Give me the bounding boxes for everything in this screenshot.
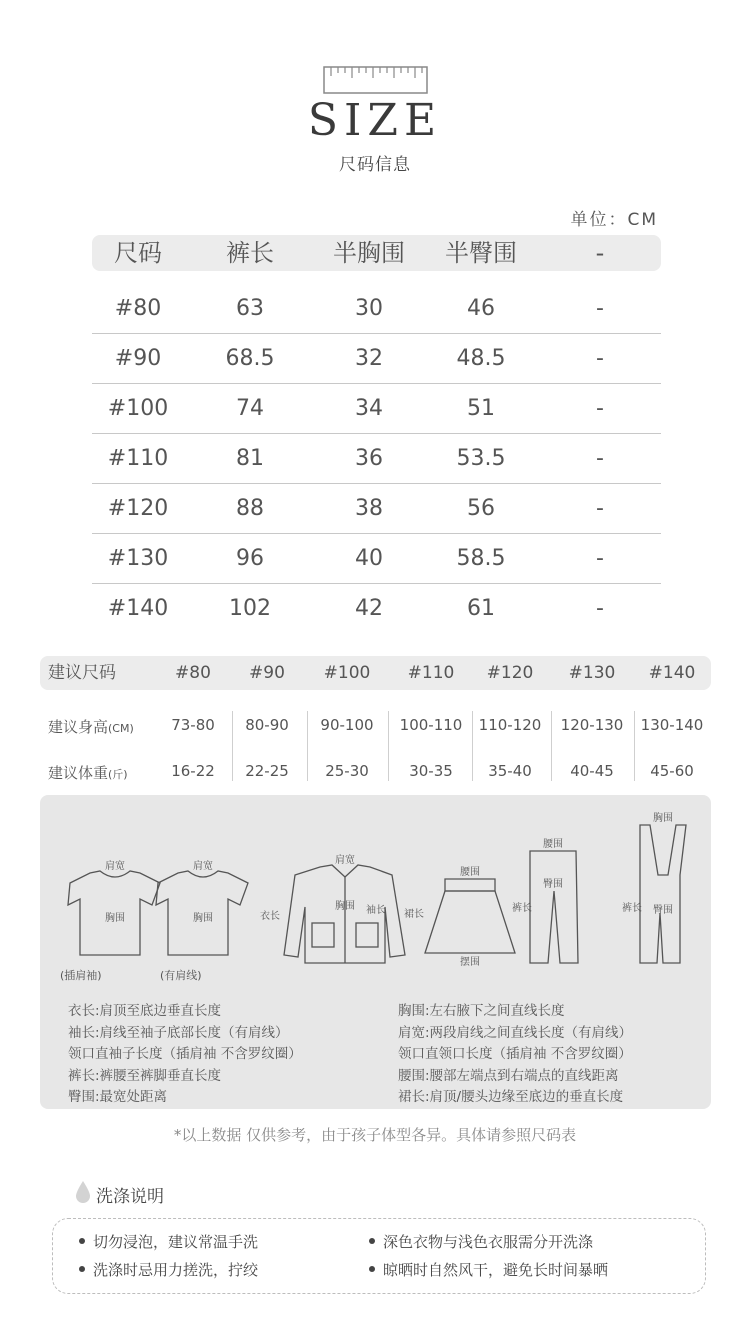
recommend-size: #130 (568, 663, 616, 683)
measure-description: 袖长:肩线至袖子底部长度（有肩线） (68, 1024, 289, 1041)
table-cell: 96 (236, 546, 264, 571)
table-cell: 51 (467, 396, 495, 421)
table-cell: #120 (107, 496, 169, 521)
measure-diagram-panel (40, 795, 711, 1109)
garment-diagrams (40, 795, 711, 995)
column-divider (472, 711, 473, 781)
svg-text:胸围: 胸围 (335, 901, 355, 912)
table-cell: 88 (236, 496, 264, 521)
table-cell: 63 (236, 296, 264, 321)
measure-description: 腰围:腰部左端点到右端点的直线距离 (398, 1067, 619, 1084)
skirt-icon (445, 879, 495, 891)
svg-text:胸围: 胸围 (653, 813, 673, 824)
col-header-extra: - (595, 239, 605, 267)
measure-description: 领口直领口长度（插肩袖 不含罗纹圈） (398, 1046, 632, 1062)
table-cell: 61 (467, 596, 495, 621)
table-row (92, 284, 661, 334)
recommend-size: #110 (407, 663, 455, 683)
table-cell: #140 (107, 596, 169, 621)
recommend-size: #120 (486, 663, 534, 683)
height-range: 130-140 (640, 716, 704, 734)
table-cell: - (596, 446, 604, 471)
height-label: 建议身高(CM) (48, 718, 134, 736)
table-cell: - (596, 346, 604, 371)
wash-item: 晾晒时自然风干，避免长时间暴晒 (369, 1259, 608, 1280)
table-row (92, 334, 661, 384)
table-cell: 34 (355, 396, 383, 421)
table-cell: 46 (467, 296, 495, 321)
table-cell: 36 (355, 446, 383, 471)
measure-description: 裙长:肩顶/腰头边缘至底边的垂直长度 (398, 1089, 624, 1105)
table-row (92, 384, 661, 434)
svg-text:胸围: 胸围 (193, 913, 213, 924)
table-cell: 42 (355, 596, 383, 621)
table-cell: 74 (236, 396, 264, 421)
svg-text:摆围: 摆围 (460, 957, 480, 968)
weight-range: 45-60 (650, 762, 694, 780)
height-range: 100-110 (399, 716, 463, 734)
size-table-header (92, 235, 661, 271)
weight-range: 35-40 (488, 762, 532, 780)
weight-range: 30-35 (409, 762, 453, 780)
column-divider (307, 711, 308, 781)
measure-description: 肩宽:两段肩线之间直线长度（有肩线） (398, 1024, 633, 1041)
recommend-size: #80 (175, 663, 211, 683)
svg-text:袖长: 袖长 (366, 905, 386, 916)
svg-text:肩宽: 肩宽 (335, 855, 355, 866)
svg-text:肩宽: 肩宽 (193, 861, 213, 872)
wash-item: 切勿浸泡，建议常温手洗 (79, 1231, 258, 1252)
measure-description: 胸围:左右腋下之间直线长度 (398, 1003, 565, 1019)
weight-label: 建议体重(斤) (48, 764, 128, 782)
svg-text:臀围: 臀围 (543, 879, 563, 890)
table-row (92, 584, 661, 634)
weight-range: 16-22 (171, 762, 215, 780)
wash-item: 深色衣物与浅色衣服需分开洗涤 (369, 1231, 593, 1252)
water-drop-icon (74, 1180, 92, 1204)
svg-text:裙长: 裙长 (404, 909, 424, 920)
table-row (92, 534, 661, 584)
table-row (92, 434, 661, 484)
svg-text:裤长: 裤长 (622, 903, 642, 914)
weight-range: 25-30 (325, 762, 369, 780)
table-cell: - (596, 496, 604, 521)
table-cell: #130 (107, 546, 169, 571)
measure-description: 臀围:最宽处距离 (68, 1089, 168, 1105)
table-cell: 40 (355, 546, 383, 571)
page-subtitle: 尺码信息 (339, 155, 411, 175)
table-cell: 38 (355, 496, 383, 521)
measure-description: 领口直袖子长度（插肩袖 不含罗纹圈） (68, 1046, 302, 1062)
measure-description: 衣长:肩顶至底边垂直长度 (68, 1003, 222, 1019)
column-divider (551, 711, 552, 781)
col-header-half-hip: 半臀围 (445, 239, 517, 267)
table-cell: #80 (114, 296, 162, 321)
col-header-size: 尺码 (114, 239, 162, 267)
page-title: SIZE (307, 95, 443, 146)
wash-title: 洗涤说明 (96, 1187, 164, 1207)
overalls-icon (640, 825, 686, 963)
table-cell: #100 (107, 396, 169, 421)
svg-text:胸围: 胸围 (105, 913, 125, 924)
weight-range: 22-25 (245, 762, 289, 780)
table-cell: 53.5 (456, 446, 506, 471)
svg-text:衣长: 衣长 (260, 911, 280, 922)
height-range: 80-90 (245, 716, 289, 734)
column-divider (634, 711, 635, 781)
caption-seam: (有肩线) (160, 969, 202, 982)
caption-raglan: (插肩袖) (60, 969, 102, 982)
table-cell: - (596, 546, 604, 571)
svg-text:腰围: 腰围 (460, 867, 480, 878)
wash-item: 洗涤时忌用力搓洗，拧绞 (79, 1259, 258, 1280)
svg-text:裤长: 裤长 (512, 903, 532, 914)
table-cell: 48.5 (456, 346, 506, 371)
column-divider (388, 711, 389, 781)
svg-text:腰围: 腰围 (543, 839, 563, 850)
ruler-icon (323, 66, 428, 94)
recommend-size: #90 (249, 663, 285, 683)
height-range: 73-80 (171, 716, 215, 734)
table-cell: - (596, 396, 604, 421)
col-header-pants-length: 裤长 (226, 239, 274, 267)
recommend-label: 建议尺码 (48, 663, 116, 683)
disclaimer-note: *以上数据 仅供参考，由于孩子体型各异。具体请参照尺码表 (173, 1126, 577, 1144)
pants-icon (530, 851, 578, 963)
unit-label: 单位：CM (570, 210, 658, 230)
table-cell: #90 (114, 346, 162, 371)
table-cell: 81 (236, 446, 264, 471)
wash-instructions-box (52, 1218, 706, 1294)
height-range: 110-120 (478, 716, 542, 734)
table-cell: #110 (107, 446, 169, 471)
table-cell: - (596, 296, 604, 321)
table-cell: 32 (355, 346, 383, 371)
table-cell: 58.5 (456, 546, 506, 571)
table-cell: 102 (229, 596, 271, 621)
table-cell: - (596, 596, 604, 621)
recommend-size: #140 (648, 663, 696, 683)
weight-range: 40-45 (570, 762, 614, 780)
svg-text:肩宽: 肩宽 (105, 861, 125, 872)
table-row (92, 484, 661, 534)
col-header-half-chest: 半胸围 (333, 239, 405, 267)
measure-description: 裤长:裤腰至裤脚垂直长度 (68, 1067, 222, 1084)
recommend-size: #100 (323, 663, 371, 683)
table-cell: 56 (467, 496, 495, 521)
svg-text:臀围: 臀围 (653, 905, 673, 916)
column-divider (232, 711, 233, 781)
table-cell: 68.5 (225, 346, 275, 371)
height-range: 90-100 (320, 716, 374, 734)
table-cell: 30 (355, 296, 383, 321)
height-range: 120-130 (560, 716, 624, 734)
